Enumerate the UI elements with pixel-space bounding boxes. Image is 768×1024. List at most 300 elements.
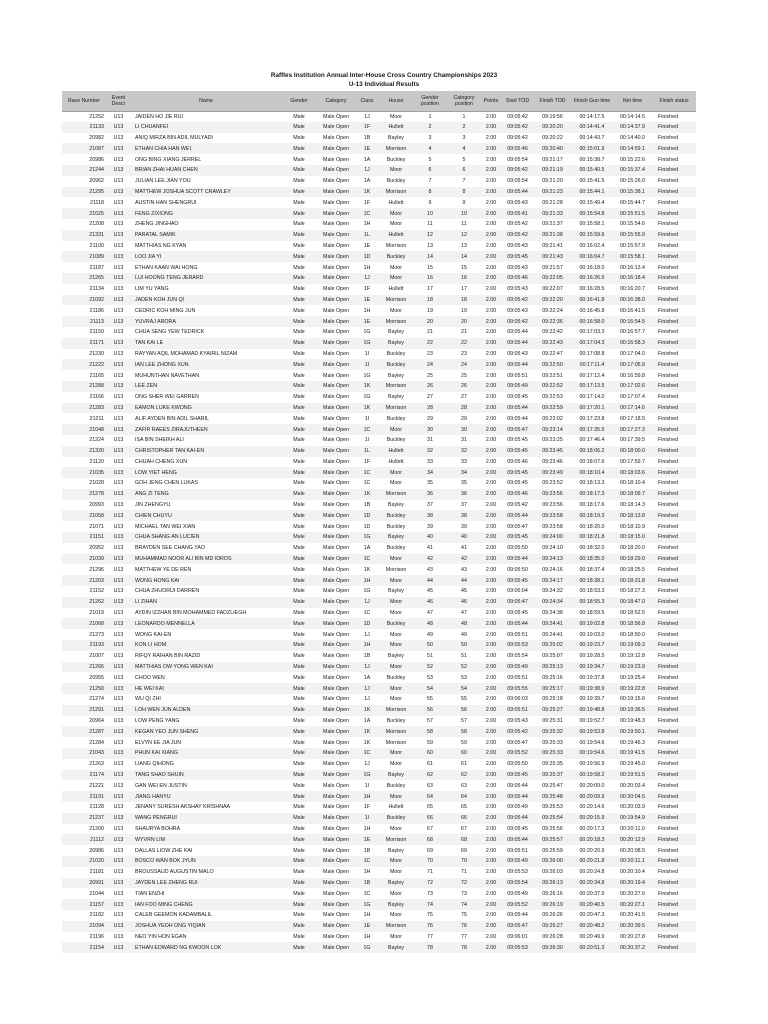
table-cell: 00:16:45.8	[579, 307, 605, 314]
table-cell: 1E	[355, 295, 379, 306]
table-cell: Male	[293, 890, 305, 897]
document-subtitle: U-13 Individual Results	[348, 81, 420, 88]
table-cell: Male Open	[323, 242, 349, 249]
table-cell: MUHUNTHAN NAVETHAN	[135, 372, 200, 379]
table-cell: 00:18:00.0	[613, 446, 652, 457]
table-cell: Male Open	[317, 834, 355, 845]
table-row	[62, 489, 696, 500]
table-cell: 09:05:43	[507, 718, 528, 725]
table-cell: 20	[447, 316, 481, 327]
table-cell: 00:19:02.8	[571, 618, 613, 629]
table-cell: Male	[281, 834, 317, 845]
table-cell: U13	[106, 122, 131, 133]
table-cell: 1H	[363, 307, 371, 314]
table-cell: 75	[461, 912, 467, 919]
table-row	[62, 208, 696, 219]
table-cell: Finished	[652, 403, 696, 414]
table-cell: 2.00	[481, 770, 501, 781]
table-cell: Moor	[389, 869, 403, 876]
table-cell: 09:05:45	[501, 532, 534, 543]
table-cell: 21150	[89, 329, 104, 336]
table-cell: CALEB GEEMON KADAMBALIL	[135, 912, 213, 919]
table-cell: 69	[461, 847, 467, 854]
table-cell: Moor	[379, 640, 413, 651]
table-cell: 09:24:00	[534, 532, 571, 543]
table-cell: 00:20:03.9	[619, 804, 646, 811]
table-cell: Male Open	[317, 813, 355, 824]
table-cell: Finished	[658, 912, 679, 919]
table-cell: 62	[447, 770, 481, 781]
table-cell: KON LI HOM	[131, 640, 281, 651]
table-cell: Finished	[658, 631, 679, 638]
table-cell: 2.00	[485, 545, 497, 552]
table-cell: 00:20:18.3	[571, 834, 613, 845]
table-cell: Male Open	[317, 748, 355, 759]
table-cell: 09:23:56	[542, 502, 563, 509]
column-header: Name	[131, 91, 281, 111]
table-cell: 1D	[355, 510, 379, 521]
table-cell: 28	[413, 403, 447, 414]
table-cell: 75	[427, 912, 433, 919]
table-cell: 09:05:42	[507, 113, 528, 120]
table-cell: 00:19:56.9	[579, 761, 605, 768]
table-cell: 00:16:26.5	[571, 273, 613, 284]
table-cell: U13	[113, 480, 124, 487]
table-row	[62, 219, 696, 230]
table-cell: 00:16:04.7	[571, 251, 613, 262]
table-cell: 00:19:45.0	[619, 761, 646, 768]
table-cell: Finished	[658, 566, 679, 573]
table-row	[62, 176, 696, 187]
table-cell: 19	[427, 307, 433, 314]
table-cell: 09:05:44	[507, 329, 528, 336]
table-cell: 1	[462, 113, 466, 120]
table-cell: Moor	[379, 208, 413, 219]
table-cell: 00:20:37.9	[579, 890, 605, 897]
table-cell: Male	[281, 618, 317, 629]
table-cell: 1C	[363, 480, 371, 487]
table-cell: 00:15:41.5	[579, 178, 605, 185]
table-cell: Male	[281, 489, 317, 500]
table-cell: 09:05:51	[501, 705, 534, 716]
table-row	[62, 424, 696, 435]
table-cell: 21265	[62, 273, 106, 284]
table-row	[62, 834, 696, 845]
table-cell: U13	[106, 705, 131, 716]
table-cell: Hullett	[379, 122, 413, 133]
table-cell: JAYDEN LEE ZHENG RUI	[131, 878, 281, 889]
table-cell: U13	[106, 403, 131, 414]
table-cell: 09:06:03	[507, 696, 528, 703]
table-cell: Finished	[652, 662, 696, 673]
table-cell: 31	[461, 437, 467, 444]
table-cell: 53	[461, 674, 467, 681]
table-cell: 2.00	[481, 295, 501, 306]
table-cell: 2.00	[481, 791, 501, 802]
table-cell: 34	[447, 467, 481, 478]
table-cell: 21252	[89, 113, 104, 120]
table-cell: 2.00	[485, 178, 497, 185]
table-cell: Bayley	[379, 942, 413, 953]
table-body	[62, 111, 696, 953]
table-cell: 2.00	[485, 156, 497, 163]
table-cell: 09:05:45	[507, 437, 528, 444]
table-cell: 00:20:27.8	[619, 933, 646, 940]
table-cell: 72	[447, 878, 481, 889]
table-cell: 59	[461, 739, 467, 746]
table-cell: 1J	[364, 696, 370, 703]
table-cell: 00:14:41.4	[571, 122, 613, 133]
table-cell: U13	[106, 143, 131, 154]
table-cell: 00:20:21.8	[571, 856, 613, 867]
table-cell: Finished	[658, 480, 679, 487]
table-row	[62, 467, 696, 478]
table-cell: 00:19:28.5	[579, 653, 605, 660]
table-cell: 1H	[355, 791, 379, 802]
table-cell: 38	[447, 510, 481, 521]
table-cell: 41	[461, 545, 467, 552]
table-cell: 21237	[62, 813, 106, 824]
table-cell: 42	[413, 554, 447, 565]
table-cell: 1J	[355, 165, 379, 176]
table-row	[62, 133, 696, 144]
table-cell: 21007	[89, 653, 104, 660]
table-cell: 00:18:32.0	[579, 545, 605, 552]
table-cell: 48	[413, 618, 447, 629]
table-cell: 2.00	[485, 307, 497, 314]
table-cell: 09:21:37	[542, 221, 563, 228]
column-header: Finish status	[652, 91, 696, 111]
table-cell: 22	[413, 338, 447, 349]
table-cell: U13	[106, 338, 131, 349]
table-cell: 2.00	[481, 921, 501, 932]
table-cell: 21186	[89, 307, 104, 314]
table-cell: 09:05:41	[501, 208, 534, 219]
table-cell: 63	[461, 782, 467, 789]
table-cell: Male	[281, 942, 317, 953]
table-cell: 2.00	[481, 726, 501, 737]
table-cell: 74	[413, 899, 447, 910]
table-cell: 00:19:25.4	[619, 674, 646, 681]
table-row	[62, 899, 696, 910]
table-cell: U13	[113, 890, 124, 897]
table-cell: 00:15:26.0	[619, 178, 646, 185]
table-cell: Male	[293, 415, 305, 422]
table-cell: 00:18:10.4	[571, 467, 613, 478]
table-cell: 2.00	[485, 566, 497, 573]
table-cell: 09:21:28	[542, 199, 563, 206]
table-row	[62, 457, 696, 468]
table-cell: 09:05:49	[507, 890, 528, 897]
table-cell: Finished	[658, 178, 679, 185]
table-cell: 3	[428, 134, 432, 141]
table-row	[62, 856, 696, 867]
table-cell: 09:22:59	[534, 403, 571, 414]
table-cell: 09:23:56	[534, 489, 571, 500]
table-cell: U13	[113, 458, 124, 465]
table-row	[62, 726, 696, 737]
table-cell: Buckley	[386, 156, 406, 163]
table-cell: 1L	[355, 230, 379, 241]
table-cell: Finished	[652, 143, 696, 154]
table-cell: 2	[413, 122, 447, 133]
table-cell: 35	[427, 480, 433, 487]
table-cell: PARATAL SAMIK	[131, 230, 281, 241]
table-cell: 09:25:33	[534, 748, 571, 759]
table-cell: 1G	[355, 942, 379, 953]
table-cell: 44	[413, 575, 447, 586]
table-cell: 2.00	[485, 415, 497, 422]
table-cell: 09:23:52	[542, 480, 563, 487]
table-cell: 2.00	[481, 359, 501, 370]
table-cell: Male	[293, 653, 305, 660]
table-cell: 2.00	[481, 316, 501, 327]
table-cell: Male Open	[317, 316, 355, 327]
table-cell: 09:05:44	[501, 813, 534, 824]
table-row	[62, 802, 696, 813]
table-cell: 00:18:31.8	[613, 575, 652, 586]
table-cell: Male	[293, 242, 305, 249]
table-cell: YUVRAJ ARORA	[131, 316, 281, 327]
table-cell: 10	[447, 208, 481, 219]
table-cell: 54	[413, 683, 447, 694]
table-cell: 18	[413, 295, 447, 306]
table-cell: 09:22:51	[542, 372, 563, 379]
table-cell: Male	[281, 770, 317, 781]
table-cell: 00:18:47.0	[613, 597, 652, 608]
table-cell: Hullett	[388, 199, 404, 206]
table-cell: 09:05:47	[507, 523, 528, 530]
table-cell: 72	[413, 878, 447, 889]
table-cell: Finished	[658, 307, 679, 314]
table-cell: 09:05:45	[501, 251, 534, 262]
table-cell: Buckley	[379, 618, 413, 629]
table-cell: 20991	[62, 878, 106, 889]
table-cell: Moor	[389, 221, 403, 228]
table-cell: Male Open	[323, 480, 349, 487]
table-cell: 00:19:50.1	[613, 726, 652, 737]
table-cell: 09:05:42	[501, 230, 534, 241]
table-cell: 00:20:27.6	[619, 890, 646, 897]
table-cell: GOH JENG CHEN LUKAS	[135, 480, 198, 487]
table-cell: 09:05:45	[507, 480, 528, 487]
table-cell: 61	[427, 761, 433, 768]
table-cell: 21068	[62, 618, 106, 629]
table-cell: JENANY SURESH AKSHAY KRISHNAA	[135, 804, 231, 811]
table-cell: 00:19:38.9	[571, 683, 613, 694]
table-cell: Buckley	[379, 251, 413, 262]
table-cell: 2.00	[485, 761, 497, 768]
table-cell: 00:18:14.3	[619, 502, 646, 509]
table-cell: 00:16:41.5	[619, 307, 646, 314]
table-cell: Male Open	[317, 575, 355, 586]
table-cell: 21043	[62, 748, 106, 759]
table-cell: Bayley	[379, 899, 413, 910]
table-cell: 13	[461, 242, 467, 249]
table-cell: 00:19:53.8	[571, 726, 613, 737]
table-cell: 45	[427, 588, 433, 595]
table-cell: 2.00	[481, 942, 501, 953]
table-cell: 1H	[363, 221, 371, 228]
table-cell: 20962	[89, 178, 104, 185]
table-cell: U13	[113, 869, 124, 876]
table-cell: 00:19:48.8	[571, 705, 613, 716]
table-cell: 09:25:48	[534, 791, 571, 802]
table-cell: 21191	[62, 791, 106, 802]
table-cell: ELVYN EE JIA JUN	[135, 739, 182, 746]
table-cell: Male	[293, 610, 305, 617]
table-cell: Moor	[389, 933, 403, 940]
table-cell: 21113	[62, 316, 106, 327]
table-cell: 38	[413, 510, 447, 521]
table-cell: 1A	[363, 178, 371, 185]
table-cell: 8	[413, 187, 447, 198]
table-cell: Male Open	[317, 705, 355, 716]
table-cell: Finished	[652, 446, 696, 457]
table-cell: Morrison	[379, 381, 413, 392]
table-cell: 1F	[363, 199, 371, 206]
table-cell: Male Open	[317, 143, 355, 154]
table-cell: 2.00	[481, 662, 501, 673]
table-cell: 1G	[363, 372, 371, 379]
table-cell: 09:21:57	[542, 264, 563, 271]
table-cell: 00:19:41.5	[613, 748, 652, 759]
table-cell: 00:20:08.5	[619, 847, 646, 854]
table-cell: Moor	[379, 165, 413, 176]
table-cell: 00:18:03.6	[613, 467, 652, 478]
table-cell: Male Open	[317, 122, 355, 133]
table-cell: 00:20:19.4	[613, 878, 652, 889]
table-cell: 35	[461, 480, 467, 487]
table-cell: 20952	[89, 545, 104, 552]
table-cell: U13	[113, 610, 124, 617]
table-cell: 00:17:12.4	[579, 372, 605, 379]
table-cell: Male	[281, 575, 317, 586]
table-cell: 2.00	[485, 890, 497, 897]
table-row	[62, 867, 696, 878]
table-cell: 21154	[62, 942, 106, 953]
table-cell: 09:21:38	[534, 230, 571, 241]
table-cell: 09:21:43	[534, 251, 571, 262]
table-cell: 26	[447, 381, 481, 392]
table-cell: 09:05:43	[507, 199, 528, 206]
table-cell: 09:05:47	[507, 739, 528, 746]
table-cell: 21087	[62, 143, 106, 154]
table-cell: 09:05:46	[501, 273, 534, 284]
table-cell: Male Open	[323, 631, 349, 638]
table-cell: Male	[281, 554, 317, 565]
table-row	[62, 165, 696, 176]
table-cell: 21134	[89, 286, 104, 293]
table-cell: 52	[413, 662, 447, 673]
table-cell: 57	[427, 718, 433, 725]
table-cell: Buckley	[386, 350, 406, 357]
table-cell: Hullett	[379, 446, 413, 457]
table-cell: Male Open	[317, 683, 355, 694]
table-cell: Finished	[652, 251, 696, 262]
table-cell: 09:05:42	[507, 221, 528, 228]
table-row	[62, 413, 696, 424]
table-cell: 18	[447, 295, 481, 306]
table-cell: 8	[447, 187, 481, 198]
table-cell: 21221	[89, 782, 104, 789]
table-cell: 2.00	[485, 631, 497, 638]
table-cell: 00:16:02.4	[579, 242, 605, 249]
column-header: Category position	[447, 91, 481, 111]
table-cell: Bayley	[388, 653, 404, 660]
table-cell: Morrison	[385, 566, 407, 573]
table-cell: 58	[413, 726, 447, 737]
table-cell: 00:18:10.9	[619, 523, 646, 530]
table-cell: BOSCO WAN BOK JYUN	[131, 856, 281, 867]
table-cell: 00:15:44.7	[619, 199, 646, 206]
table-row	[62, 478, 696, 489]
column-header: Race Number	[62, 91, 106, 111]
table-cell: 2.00	[485, 718, 497, 725]
table-cell: Male Open	[317, 510, 355, 521]
table-cell: 09:24:10	[542, 545, 563, 552]
table-cell: 1J	[355, 597, 379, 608]
table-cell: 00:20:47.3	[579, 912, 605, 919]
table-cell: 21187	[89, 264, 104, 271]
table-cell: U13	[106, 748, 131, 759]
table-cell: Male	[281, 597, 317, 608]
table-cell: Morrison	[385, 739, 407, 746]
table-cell: Male	[281, 791, 317, 802]
table-cell: 21193	[62, 640, 106, 651]
table-row	[62, 910, 696, 921]
table-cell: 09:22:20	[534, 295, 571, 306]
table-row	[62, 359, 696, 370]
table-cell: Buckley	[386, 782, 406, 789]
table-cell: Male	[293, 113, 305, 120]
table-cell: 42	[447, 554, 481, 565]
table-cell: 00:17:35.5	[571, 424, 613, 435]
table-cell: Male Open	[323, 264, 349, 271]
table-cell: Male Open	[323, 912, 349, 919]
table-cell: 09:21:20	[542, 178, 563, 185]
table-cell: 09:24:41	[534, 618, 571, 629]
table-row	[62, 683, 696, 694]
table-cell: Finished	[652, 618, 696, 629]
table-cell: 2.00	[485, 480, 497, 487]
table-cell: U13	[113, 221, 124, 228]
table-row	[62, 564, 696, 575]
table-cell: U13	[113, 825, 124, 832]
table-cell: 20986	[89, 847, 104, 854]
table-cell: 2.00	[481, 122, 501, 133]
table-cell: U13	[106, 791, 131, 802]
table-cell: Finished	[658, 329, 679, 336]
table-cell: U13	[106, 187, 131, 198]
table-cell: Buckley	[379, 359, 413, 370]
column-header: Finish Gun time	[571, 91, 613, 111]
table-cell: Finished	[658, 134, 679, 141]
table-cell: 00:15:22.6	[619, 156, 646, 163]
table-cell: 1A	[363, 718, 371, 725]
table-cell: 21230	[89, 350, 104, 357]
table-cell: 32	[447, 446, 481, 457]
table-cell: 00:16:57.7	[619, 329, 646, 336]
table-cell: Buckley	[386, 415, 406, 422]
table-cell: 21250	[62, 683, 106, 694]
table-cell: 49	[427, 631, 433, 638]
table-cell: 4	[413, 143, 447, 154]
table-row	[62, 932, 696, 943]
table-cell: LIM YU YANG	[135, 286, 169, 293]
table-cell: 2.00	[485, 199, 497, 206]
table-cell: 2.00	[485, 739, 497, 746]
